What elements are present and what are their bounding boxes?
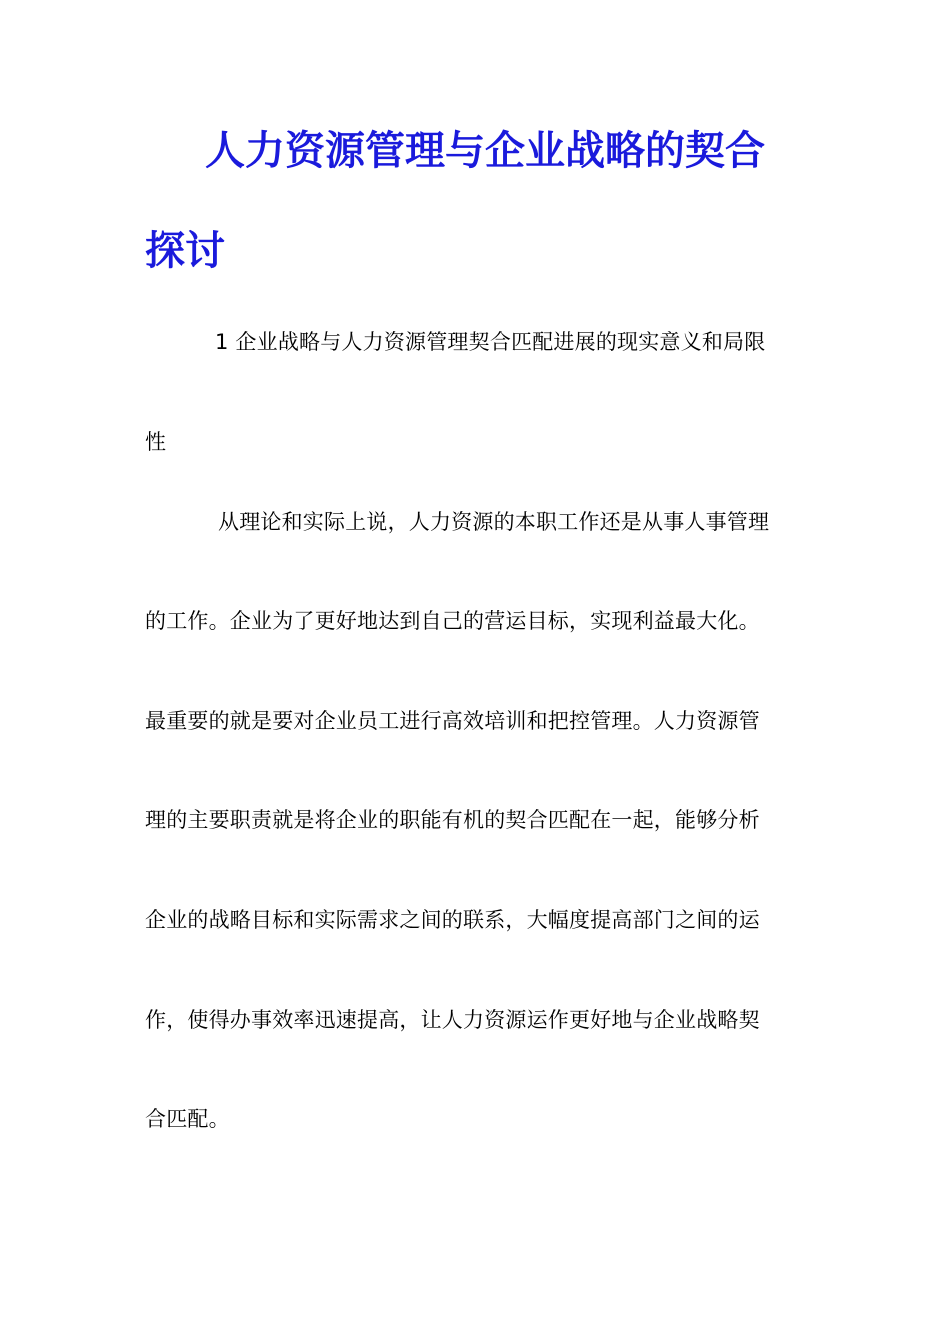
paragraph-line-1: 从理论和实际上说，人力资源的本职工作还是从事人事管理 <box>218 510 770 534</box>
document-title-line-1: 人力资源管理与企业战略的契合 <box>205 128 765 174</box>
document-title-line-2: 探讨 <box>145 228 225 274</box>
section-heading-line-1: 1 企业战略与人力资源管理契合匹配进展的现实意义和局限 <box>215 330 766 354</box>
paragraph-line-3: 最重要的就是要对企业员工进行高效培训和把控管理。人力资源管 <box>145 709 760 733</box>
paragraph-line-4: 理的主要职责就是将企业的职能有机的契合匹配在一起，能够分析 <box>145 808 760 832</box>
paragraph-line-7: 合匹配。 <box>145 1107 230 1131</box>
paragraph-line-5: 企业的战略目标和实际需求之间的联系，大幅度提高部门之间的运 <box>145 908 760 932</box>
paragraph-line-2: 的工作。企业为了更好地达到自己的营运目标，实现利益最大化。 <box>145 609 760 633</box>
paragraph-line-6: 作，使得办事效率迅速提高，让人力资源运作更好地与企业战略契 <box>145 1008 760 1032</box>
section-heading-line-2: 性 <box>145 430 167 454</box>
